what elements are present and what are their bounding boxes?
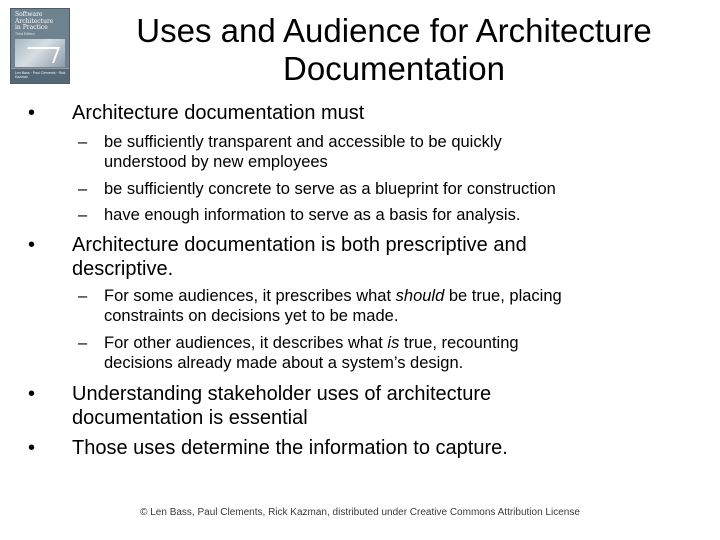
bullet-dot: • bbox=[28, 102, 36, 124]
bullet-1-sub-1-line-1: be sufficiently transparent and accessible to be quickly bbox=[104, 133, 502, 151]
bullet-2-sub-1-line-1 bbox=[104, 287, 562, 306]
slide-title-line-2: Documentation bbox=[283, 50, 505, 87]
bullet-2-sub-1-post: be true, placing bbox=[444, 287, 562, 305]
bullet-1-sub-1-line-2: understood by new employees bbox=[104, 153, 328, 171]
bullet-2-sub-2-emphasis: is bbox=[387, 334, 400, 352]
dash: – bbox=[78, 133, 88, 151]
bullet-2-sub-1-emphasis: should bbox=[395, 287, 445, 305]
dash: – bbox=[78, 180, 88, 198]
book-title: Software Architecture in Practice bbox=[15, 11, 54, 31]
dash: – bbox=[78, 206, 88, 224]
bullet-dot: • bbox=[28, 437, 36, 459]
bullet-dot: • bbox=[28, 383, 36, 405]
bullet-dot: • bbox=[28, 234, 36, 256]
bullet-2-sub-2-post: true, recounting bbox=[399, 334, 519, 352]
book-cover-photo bbox=[15, 39, 65, 67]
book-cover-image bbox=[10, 8, 70, 84]
bullet-4-text: Those uses determine the information to capture. bbox=[72, 437, 508, 459]
slide-title-line-1: Uses and Audience for Architecture bbox=[136, 12, 652, 49]
bullet-2-sub-2-line-1 bbox=[104, 334, 519, 353]
bullet-1-text: Architecture documentation must bbox=[72, 102, 365, 124]
dash: – bbox=[78, 334, 88, 352]
bullet-1-sub-2-line-1: be sufficiently concrete to serve as a blueprint for construction bbox=[104, 180, 556, 198]
bullet-2-sub-1-pre: For some audiences, it prescribes what bbox=[104, 287, 396, 305]
bullet-2-line-2: descriptive. bbox=[72, 258, 174, 280]
bullet-2-sub-2-line-2: decisions already made about a system’s design. bbox=[104, 354, 464, 372]
slide-title bbox=[80, 12, 708, 88]
book-authors: Len Bass · Paul Clements · Rick Kazman bbox=[15, 71, 66, 79]
bullet-2-sub-1-line-2: constraints on decisions yet to be made. bbox=[104, 307, 399, 325]
bullet-2-line-1: Architecture documentation is both prescriptive and bbox=[72, 234, 527, 256]
book-edition: Third Edition bbox=[15, 32, 35, 36]
dash: – bbox=[78, 287, 88, 305]
bullet-2-sub-2-pre: For other audiences, it describes what bbox=[104, 334, 388, 352]
bullet-3-line-1: Understanding stakeholder uses of architecture bbox=[72, 383, 492, 405]
copyright-footer: © Len Bass, Paul Clements, Rick Kazman, distributed under Creative Commons Attribution License bbox=[140, 507, 580, 518]
bullet-3-line-2: documentation is essential bbox=[72, 407, 308, 429]
bullet-1-sub-3-line-1: have enough information to serve as a basis for analysis. bbox=[104, 206, 521, 224]
